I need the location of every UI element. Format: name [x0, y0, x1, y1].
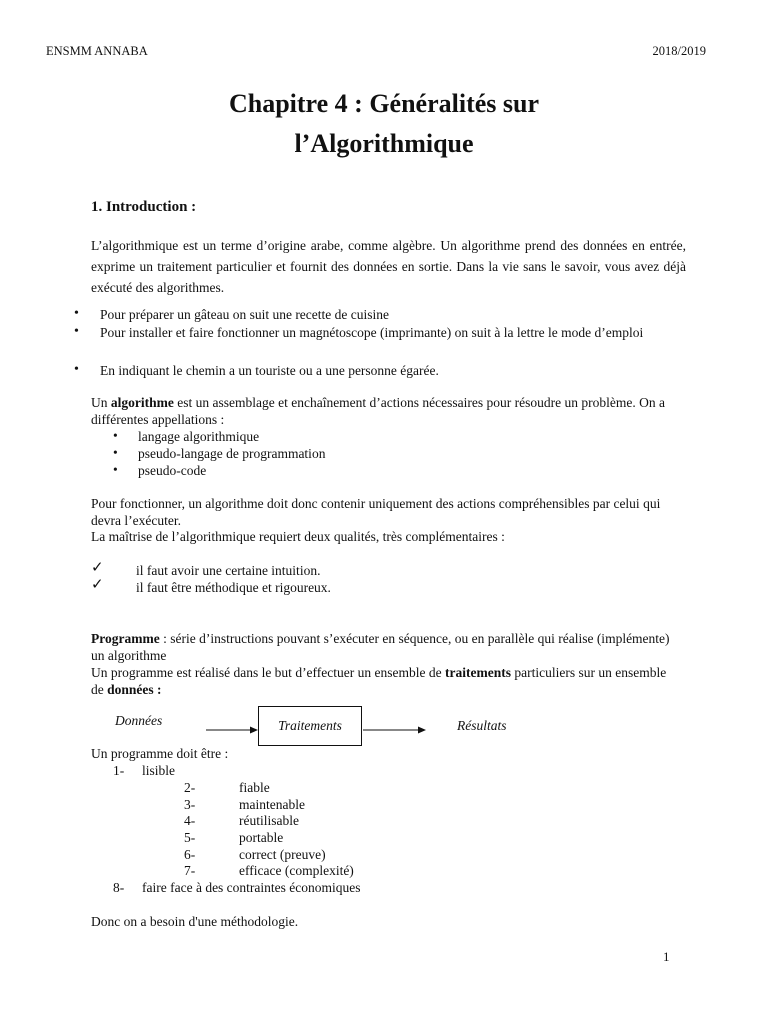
chapter-title-line1: Chapitre 4 : Généralités sur: [228, 89, 540, 118]
function-paragraph: Pour fonctionner, un algorithme doit donc contenir uniquement des actions compréhensibles par celui qui devra l’exécuter.: [91, 496, 661, 528]
item-number: 5-: [184, 830, 196, 845]
list-item: [113, 879, 513, 896]
example-text: Pour installer et faire fonctionner un magnétoscope (imprimante) on suit à la lettre le mode d’emploi: [100, 325, 644, 340]
item-label: correct (preuve): [239, 847, 326, 862]
item-number: 2-: [184, 780, 196, 795]
diagram-process-box: Traitements: [258, 706, 362, 746]
appellation-text: langage algorithmique: [138, 429, 260, 444]
definition-prefix: Un: [91, 395, 111, 410]
purpose-term: traitements: [445, 665, 511, 680]
mastery-paragraph: La maîtrise de l’algorithmique requiert deux qualités, très complémentaires :: [91, 529, 505, 544]
program-requirements-intro: Un programme doit être :: [91, 746, 229, 761]
item-label: faire face à des contraintes économiques: [142, 880, 361, 895]
quality-text: il faut être méthodique et rigoureux.: [136, 580, 331, 595]
list-item: [113, 428, 259, 445]
page-number: 1: [663, 949, 670, 964]
diagram-input-label: Données: [115, 713, 163, 728]
item-label: réutilisable: [239, 813, 299, 828]
item-number: 3-: [184, 797, 196, 812]
program-term: Programme: [91, 631, 160, 646]
purpose-text: Un programme est réalisé dans le but d’effectuer un ensemble de: [91, 665, 445, 680]
bullet-icon: •: [113, 462, 118, 477]
list-item: [74, 324, 686, 343]
bullet-icon: •: [113, 445, 118, 460]
list-item: [91, 579, 331, 596]
bullet-icon: •: [74, 362, 79, 377]
diagram-output-label: Résultats: [457, 718, 507, 733]
example-text: En indiquant le chemin a un touriste ou a une personne égarée.: [100, 363, 439, 378]
list-item: [113, 462, 206, 479]
list-item: [184, 796, 484, 813]
item-number: 8-: [113, 880, 125, 895]
item-label: efficace (complexité): [239, 863, 354, 878]
arrow-in-head: [250, 727, 258, 734]
program-definition: [91, 630, 681, 664]
arrow-out-head: [418, 727, 426, 734]
item-number: 7-: [184, 863, 196, 878]
list-item: [184, 812, 484, 829]
item-number: 4-: [184, 813, 196, 828]
item-number: 1-: [113, 763, 125, 778]
list-item: [184, 829, 484, 846]
program-text: : série d’instructions pouvant s’exécuter en séquence, ou en parallèle qui réalise (implémente) un algorithme: [91, 631, 670, 663]
appellation-text: pseudo-langage de programmation: [138, 446, 326, 461]
program-purpose: [91, 664, 671, 698]
appellation-text: pseudo-code: [138, 463, 207, 478]
item-number: 6-: [184, 847, 196, 862]
list-item: [113, 445, 325, 462]
intro-paragraph: L’algorithmique est un terme d’origine arabe, comme algèbre. Un algorithme prend des données en entrée, exprime un traitement particulier et fournit des données en sortie. Dans la vie sans le savoir, vous avez déjà exécuté des algorithmes.: [91, 238, 686, 295]
conclusion-paragraph: Donc on a besoin d'une méthodologie.: [91, 914, 299, 929]
header-institution: ENSMM ANNABA: [46, 44, 148, 58]
list-item: [184, 846, 484, 863]
item-label: portable: [239, 830, 284, 845]
list-item: [74, 362, 686, 381]
purpose-text: particuliers sur un ensemble de: [91, 665, 667, 697]
list-item: [184, 862, 484, 879]
bullet-icon: •: [74, 306, 79, 321]
algorithm-definition: [91, 394, 671, 428]
header-year: 2018/2019: [652, 44, 706, 58]
item-label: fiable: [239, 780, 270, 795]
example-text: Pour préparer un gâteau on suit une recette de cuisine: [100, 307, 390, 322]
quality-text: il faut avoir une certaine intuition.: [136, 563, 321, 578]
list-item: [184, 779, 484, 796]
checkmark-icon: ✓: [91, 577, 104, 593]
item-label: maintenable: [239, 797, 305, 812]
list-item: [113, 762, 413, 779]
list-item: [74, 306, 686, 325]
checkmark-icon: ✓: [91, 560, 104, 576]
item-label: lisible: [142, 763, 175, 778]
bullet-icon: •: [74, 324, 79, 339]
list-item: [91, 562, 320, 579]
chapter-title-line2: l’Algorithmique: [294, 129, 474, 158]
definition-text: est un assemblage et enchaînement d’actions nécessaires pour résoudre un problème. On a différentes appellations :: [91, 395, 665, 427]
purpose-term: données :: [107, 682, 162, 697]
definition-term: algorithme: [110, 395, 174, 410]
section-heading: 1. Introduction :: [91, 199, 197, 215]
bullet-icon: •: [113, 428, 118, 443]
